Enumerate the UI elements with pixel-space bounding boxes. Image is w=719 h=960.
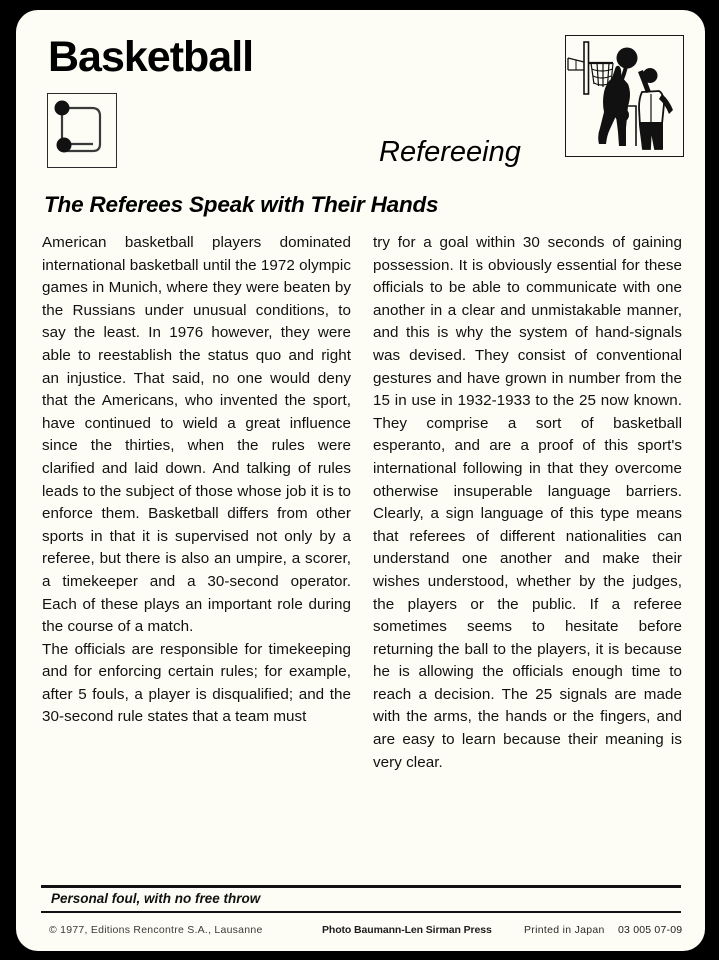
copyright-text: © 1977, Editions Rencontre S.A., Lausanne [49,924,263,936]
article-body [42,232,682,774]
sportscaster-square-logo-icon [47,93,117,168]
right-column [373,232,682,774]
paragraph: The officials are responsible for timekeeping and for enforcing certain rules; for example, after 5 fouls, a player is disqualified; and the 30-second rule states that a team must [42,640,351,726]
photo-credit-text: Photo Baumann-Len Sirman Press [322,924,492,936]
printed-in-text: Printed in Japan [524,924,605,936]
section-title: Refereeing [379,136,521,168]
caption-divider-top [41,885,681,888]
footer-credits [41,920,686,942]
paragraph: try for a goal within 30 seconds of gaining possession. It is obviously essential for these officials to be able to communicate with one another in a clear and unmistakable manner, and this is why the system of hand-signals was devised. They consist of conventional gestures and have grown in number from the 15 in use in 1932-1933 to the 25 now known. They comprise a sort of basketball esperanto, and are a proof of this sport's international following in that they overcome otherwise insuperable language barriers. Clearly, a sign language of this type means that referees of different nationalities can understand one another and make their wishes understood, whether by the judges, the players or the public. If a referee sometimes seems to hesitate before returning the ball to the players, it is because he is allowing the officials enough time to reach a decision. The 25 signals are made with the arms, the hands or the fingers, and are easy to learn because their meaning is very clear. [373,234,682,771]
paragraph: American basketball players dominated international basketball until the 1972 olympic games in Munich, where they were beaten by the Russians under unusual conditions, to say the least. In 1976 however, they were able to reestablish the status quo and right an injustice. That said, no one would deny that the Americans, who invented the sport, have continued to wield a great influence since the thirties, when the rules were clarified and laid down. And talking of rules leads to the subject of those whose job it is to enforce them. Basketball differs from other sports in that it is supervised not only by a referee, but there is also an umpire, a scorer, a timekeeper and a 30-second operator. Each of these plays an important role during the course of a match. [42,234,351,636]
catalog-number: 03 005 07-09 [618,924,683,936]
article-subtitle: The Referees Speak with Their Hands [44,192,439,217]
basketball-players-jump-ball-hoop-illustration [565,35,684,157]
sportscaster-card [16,10,705,951]
left-column [42,232,351,774]
page-title: Basketball [48,33,254,81]
caption-divider-bottom [41,911,681,913]
photo-caption: Personal foul, with no free throw [51,891,261,906]
card-header [16,10,705,182]
